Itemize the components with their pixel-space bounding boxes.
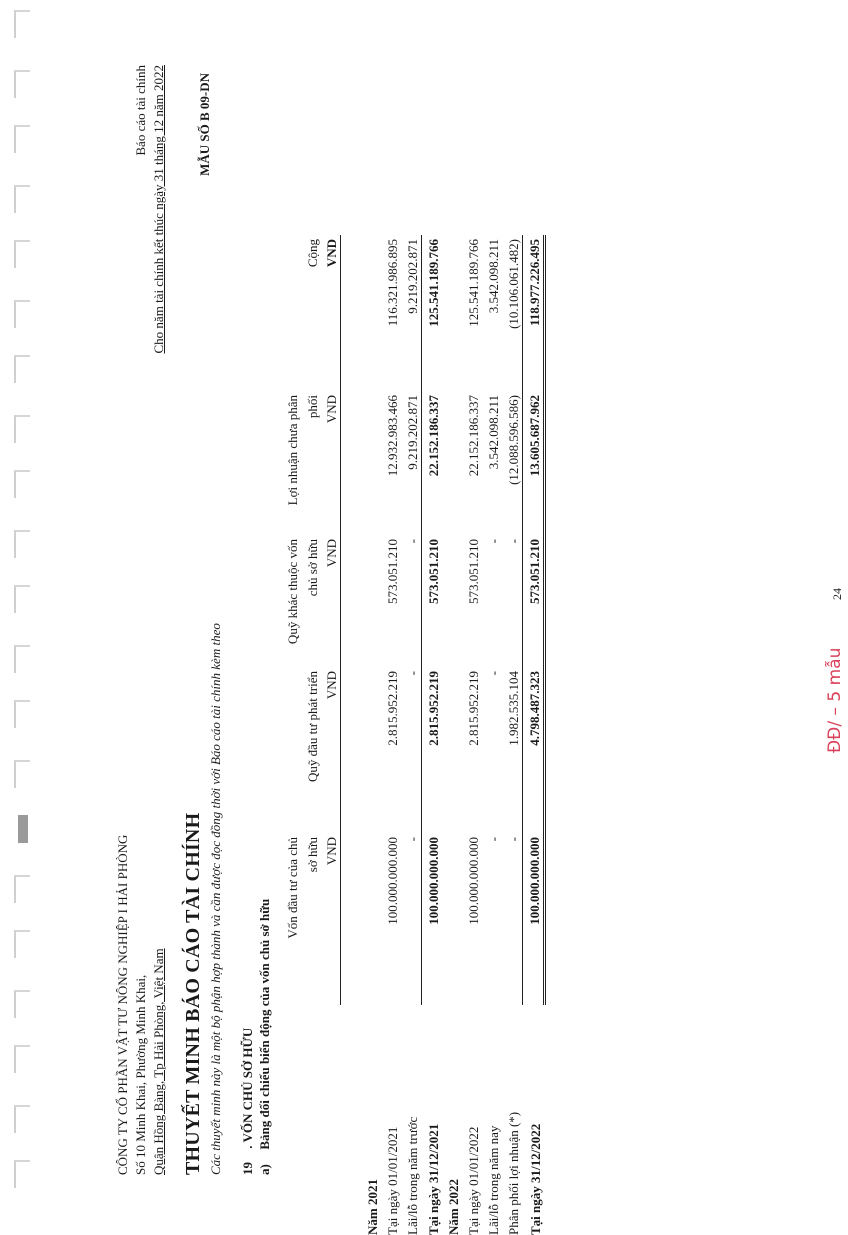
binding-hole <box>14 300 30 328</box>
cell: - <box>505 837 521 842</box>
table-row-total-2022 <box>522 235 544 1235</box>
cell: - <box>505 539 521 544</box>
binding-hole <box>14 470 30 498</box>
col-dev-fund-line1 <box>280 667 300 833</box>
cell: - <box>404 671 420 676</box>
binding-hole <box>14 585 30 613</box>
binding-hole <box>14 530 30 558</box>
cell: 573.051.210 <box>465 539 481 604</box>
table-row <box>482 235 502 1235</box>
table-row-year-2022 <box>442 235 462 1235</box>
binding-hole <box>14 10 30 38</box>
row-label: Tại ngày 31/12/2021 <box>425 1123 441 1235</box>
col-other-funds-line1: Quỹ khác thuộc vốn <box>285 539 300 645</box>
form-code: MẪU SỐ B 09-DN <box>197 73 212 176</box>
row-label: Lãi/lỗ trong năm trước <box>405 1116 420 1235</box>
year-label-2021: Năm 2021 <box>364 1179 380 1235</box>
table-row-total-2021 <box>421 235 442 1235</box>
subsection-title: Bảng đối chiếu biến động của vốn chủ sở hữu <box>257 898 272 1150</box>
binding-hole <box>14 700 30 728</box>
binding-hole <box>14 930 30 958</box>
subsection-label: a) <box>257 1164 272 1175</box>
page-subtitle: Các thuyết minh này là một bộ phận hợp thành và cần được đọc đồng thời với Báo cáo tài chính kèm theo <box>208 623 223 1175</box>
unit-cell: VND <box>320 833 340 1005</box>
page-number: 24 <box>830 588 844 600</box>
binding-hole <box>14 1160 30 1188</box>
table-header-row2 <box>300 235 320 1235</box>
table-row <box>462 235 482 1235</box>
cell: 22.152.186.337 <box>465 395 481 477</box>
cell: (10.106.061.482) <box>505 239 521 329</box>
binding-hole <box>14 990 30 1018</box>
table-header-row1 <box>280 235 300 1235</box>
report-type: Báo cáo tài chính <box>133 65 148 156</box>
rotated-page <box>90 25 848 1235</box>
row-label: Lãi/lỗ trong năm nay <box>485 1125 501 1235</box>
cell: 13.605.687.962 <box>522 391 544 535</box>
cell: 118.977.226.495 <box>522 235 544 391</box>
cell: 100.000.000.000 <box>465 837 481 925</box>
binding-hole <box>14 240 30 268</box>
binding-hole <box>14 645 30 673</box>
cell: 116.321.986.895 <box>384 239 400 327</box>
binding-hole <box>14 1045 30 1073</box>
section-number: 19 <box>240 1162 255 1175</box>
col-retained-line1: Lợi nhuận chưa phân <box>285 395 300 506</box>
col-dev-fund-line2: Quỹ đầu tư phát triển <box>305 671 320 783</box>
cell: 12.932.983.466 <box>384 395 400 477</box>
cell: (12.088.596.586) <box>505 395 521 485</box>
unit-cell: VND <box>320 535 340 667</box>
col-owner-capital-line2: sở hữu <box>305 837 320 873</box>
row-label: Tại ngày 01/01/2022 <box>465 1126 481 1235</box>
table-row <box>381 235 401 1235</box>
table-row <box>502 235 523 1235</box>
col-total-line2: Cộng <box>305 239 320 268</box>
cell: 573.051.210 <box>522 535 544 667</box>
binding-hole <box>14 875 30 903</box>
cell: - <box>485 539 501 544</box>
unit-cell: VND <box>320 667 340 833</box>
year-label-2022: Năm 2022 <box>445 1179 461 1235</box>
col-owner-capital-line1: Vốn đầu tư của chủ <box>285 837 300 939</box>
company-address-line2: Quận Hồng Bàng, Tp Hải Phòng, Việt Nam <box>151 948 166 1175</box>
binding-hole <box>14 125 30 153</box>
col-total-line1 <box>280 235 300 391</box>
cell: 3.542.098.211 <box>485 239 501 314</box>
cell: 100.000.000.000 <box>421 833 442 1005</box>
binding-hole <box>14 415 30 443</box>
table-row-year-2021 <box>361 235 381 1235</box>
unit-cell: VND <box>320 235 340 391</box>
subsection-heading <box>257 899 273 1175</box>
cell: 573.051.210 <box>384 539 400 604</box>
cell: 125.541.189.766 <box>465 239 481 327</box>
cell: - <box>404 837 420 842</box>
section-heading: 19 . VỐN CHỦ SỞ HỮU <box>240 1027 255 1175</box>
cell: 2.815.952.219 <box>421 667 442 833</box>
row-label: Tại ngày 01/01/2021 <box>384 1126 400 1235</box>
handwritten-note: ĐĐ/ – 5 mẫu <box>825 647 845 753</box>
cell: 9.219.202.871 <box>404 395 420 470</box>
section-title: VỐN CHỦ SỞ HỮU <box>240 1027 255 1143</box>
table-unit-row <box>320 235 340 1235</box>
binding-hole <box>14 355 30 383</box>
cell: 2.815.952.219 <box>465 671 481 746</box>
cell: - <box>485 837 501 842</box>
col-other-funds-line2: chủ sở hữu <box>305 539 320 597</box>
cell: 100.000.000.000 <box>522 833 544 1005</box>
cell: 1.982.535.104 <box>505 671 521 746</box>
cell: 3.542.098.211 <box>485 395 501 470</box>
company-address-line1: Số 10 Minh Khai, Phường Minh Khai, <box>133 974 148 1175</box>
row-label: Tại ngày 31/12/2022 <box>528 1123 543 1235</box>
cell: 9.219.202.871 <box>404 239 420 314</box>
binding-holes <box>8 0 42 1200</box>
unit-cell: VND <box>320 391 340 535</box>
binding-hole <box>14 760 30 788</box>
cell: 22.152.186.337 <box>421 391 442 535</box>
equity-reconciliation-table <box>280 235 546 1235</box>
cell: 100.000.000.000 <box>384 837 400 925</box>
cell: - <box>485 671 501 676</box>
cell: 573.051.210 <box>421 535 442 667</box>
cell: 2.815.952.219 <box>384 671 400 746</box>
binding-hole <box>14 70 30 98</box>
table-row <box>401 235 422 1235</box>
cell: - <box>404 539 420 544</box>
cell: 125.541.189.766 <box>421 235 442 391</box>
page-title: THUYẾT MINH BÁO CÁO TÀI CHÍNH <box>182 812 204 1175</box>
binding-hole <box>14 1105 30 1133</box>
company-name: CÔNG TY CỔ PHẦN VẬT TƯ NÔNG NGHIỆP I HẢI PHÒNG <box>115 834 130 1175</box>
punch-mark <box>18 815 28 843</box>
row-label: Phân phối lợi nhuận (*) <box>506 1111 521 1235</box>
cell: 4.798.487.323 <box>522 667 544 833</box>
col-retained-line2: phối <box>305 395 320 419</box>
report-period: Cho năm tài chính kết thúc ngày 31 tháng 12 năm 2022 <box>151 65 166 354</box>
binding-hole <box>14 185 30 213</box>
